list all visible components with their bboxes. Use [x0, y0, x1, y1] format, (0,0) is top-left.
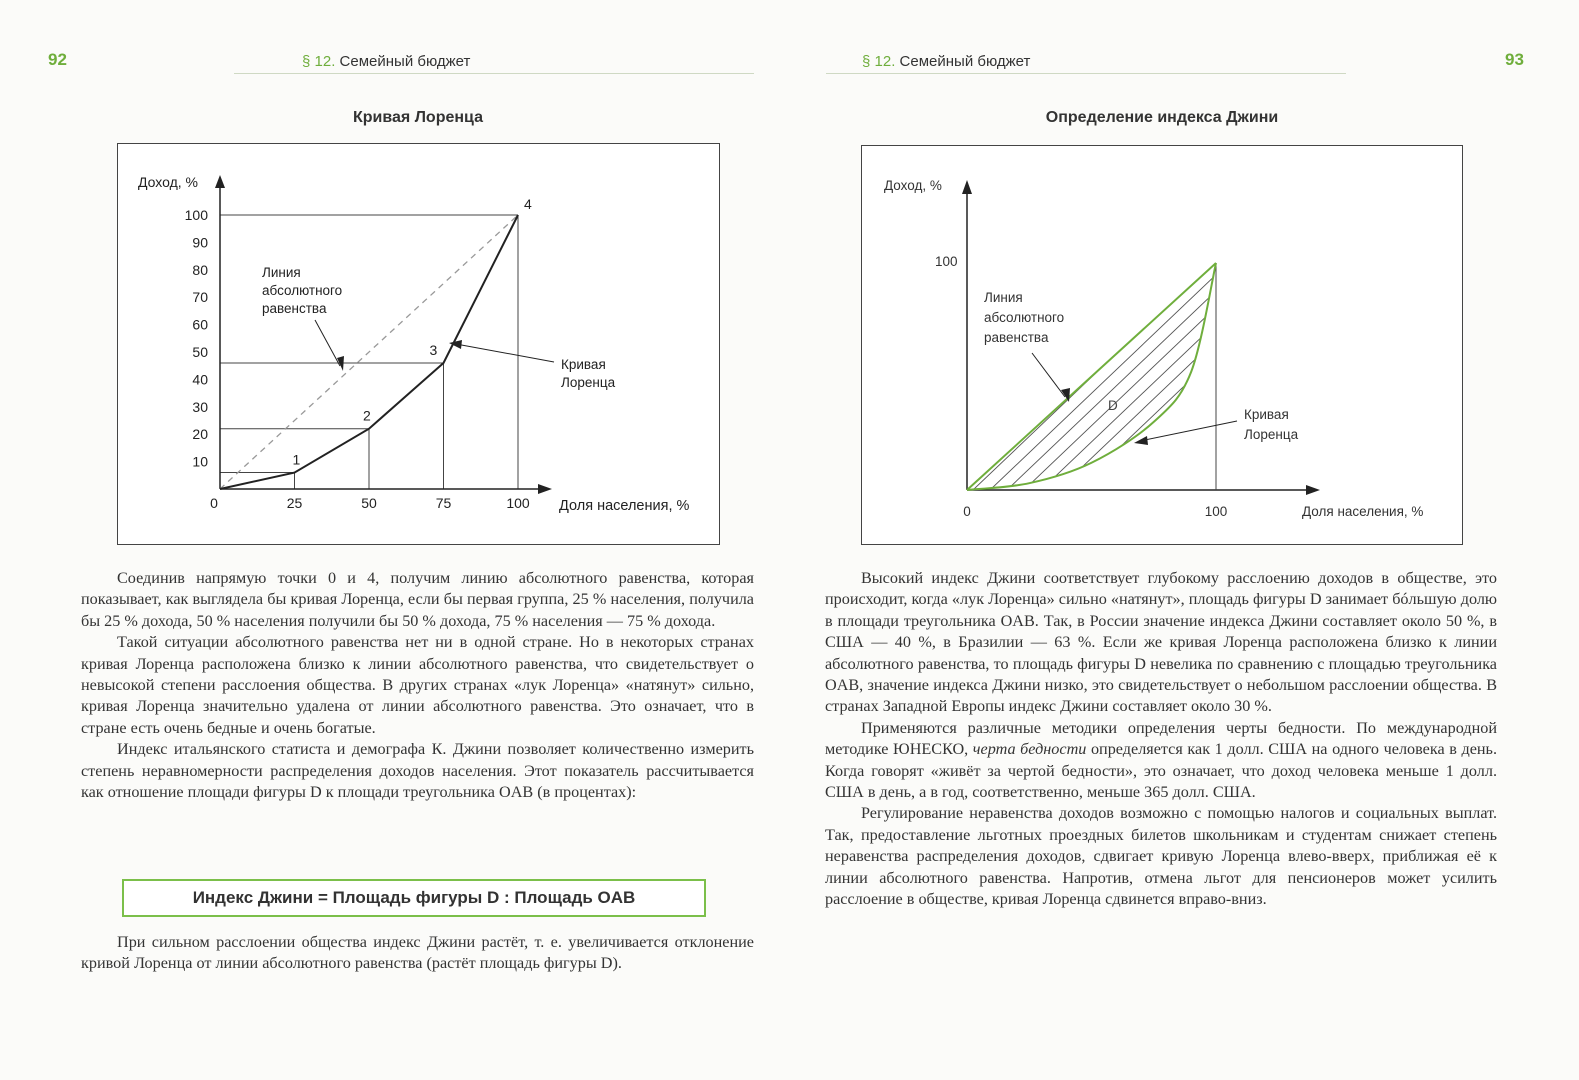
lorenz-equality-label-3: равенства — [262, 301, 327, 316]
lorenz-x-axis-label: Доля населения, % — [559, 498, 690, 514]
gini-hatch-line — [1279, 263, 1462, 490]
lorenz-chart-svg — [118, 144, 719, 544]
gini-x-axis-label: Доля населения, % — [1302, 504, 1424, 519]
gini-formula-box: Индекс Джини = Площадь фигуры D : Площадь OAB — [122, 879, 706, 917]
lorenz-curve-label-2: Лоренца — [561, 375, 616, 390]
gini-y-axis-label: Доход, % — [884, 178, 942, 193]
figure-title-lorenz: Кривая Лоренца — [353, 109, 483, 126]
gini-hatch-line — [862, 263, 973, 490]
lorenz-y-tick-label: 30 — [192, 398, 208, 415]
gini-curve-label-2: Лоренца — [1244, 427, 1299, 442]
gini-hatch-line — [1313, 263, 1462, 490]
lorenz-equality-pointer — [315, 320, 340, 366]
lorenz-y-arrow — [215, 175, 225, 188]
lorenz-point-label: 3 — [429, 341, 438, 358]
gini-hatch-line — [1211, 263, 1449, 490]
gini-hatch-line — [1296, 263, 1462, 490]
gini-hatch-line — [1398, 263, 1462, 490]
lorenz-curve-pointer — [456, 344, 554, 362]
gini-x-arrow — [1306, 485, 1320, 495]
lorenz-x-arrow — [538, 484, 552, 494]
left-column-text — [81, 568, 754, 803]
gini-chart-svg — [862, 146, 1462, 544]
gini-hatch-line — [1041, 263, 1279, 490]
page-number-left: 92 — [48, 50, 67, 69]
gini-hatch-line — [1381, 263, 1462, 490]
lorenz-x-tick-label: 75 — [435, 495, 452, 511]
section-symbol: § 12. — [862, 53, 896, 70]
lorenz-y-tick-label: 40 — [192, 371, 208, 388]
lorenz-point-labels — [293, 196, 533, 468]
lorenz-point-label: 4 — [524, 196, 532, 212]
lorenz-curve-label-1: Кривая — [561, 357, 606, 372]
left-paragraph-3: Индекс итальянского статиста и демографа К. Джини позволяет количественно измерить степень неравномерности распределения доходов населения. Этот показатель рассчитывается как отношение площади фигуры D к площади треугольника OAB (в процентах): — [81, 740, 754, 802]
running-header-left — [302, 53, 470, 70]
lorenz-equality-label-2: абсолютного — [262, 283, 343, 298]
right-paragraph-2-start: Применяются различные методики определения черты бедности. По международной методике ЮНЕСКО, — [825, 718, 1497, 759]
gini-hatch-line — [939, 263, 1177, 490]
lorenz-tick-labels — [185, 207, 530, 511]
gini-area-d-hatch — [862, 263, 1462, 490]
poverty-line-term: черта бедности — [972, 740, 1087, 759]
gini-curve-pointer — [1140, 421, 1237, 441]
right-paragraph-2-end: определяется как 1 долл. США на одного человека в день. Когда говорят «живёт за чертой бедности», это означает, что доход человека меньше 1 долл. США в день, а в год, соответственно, меньше 365 долл. США. — [825, 740, 1497, 802]
page-number-right: 93 — [1505, 50, 1524, 69]
header-rule-right — [826, 73, 1346, 74]
lorenz-y-axis-label: Доход, % — [138, 174, 198, 190]
lorenz-origin-label: 0 — [210, 495, 218, 511]
gini-hatch-line — [1024, 263, 1262, 490]
lorenz-y-tick-label: 20 — [192, 426, 208, 443]
gini-equality-pointer — [1032, 353, 1065, 397]
gini-hatch-line — [1228, 263, 1462, 490]
header-rule-left — [234, 73, 754, 74]
lorenz-x-tick-label: 100 — [506, 495, 530, 511]
section-title: Семейный бюджет — [899, 53, 1031, 70]
gini-hatch-line — [1245, 263, 1462, 490]
gini-area-d-label: D — [1108, 398, 1118, 413]
gini-chart — [861, 145, 1463, 545]
right-column-text — [825, 568, 1497, 911]
right-paragraph-1: Высокий индекс Джини соответствует глубокому расслоению доходов в обществе, это происходит, когда «лук Лоренца» сильно «натянут», площадь фигуры D занимает бóльшую долю в площади треугольника OAB. Так, в России значение индекса Джини составляет около 50 %, в США — 40 %, в Бразилии — 63 %. Если же кривая Лоренца расположена близко к линии абсолютного равенства, то площадь фигуры D невелика по сравнению с площадью треугольника OAB, значение индекса Джини низко, это свидетельствует о небольшом расслоении общества. В странах Западной Европы индекс Джини составляет около 30 %. — [825, 569, 1497, 716]
gini-hatch-line — [922, 263, 1160, 490]
gini-hatch-line — [1449, 263, 1462, 490]
gini-hatch-line — [1126, 263, 1364, 490]
gini-hatch-line — [1432, 263, 1462, 490]
lorenz-chart — [117, 143, 720, 545]
lorenz-y-tick-label: 90 — [192, 234, 208, 251]
gini-origin-label: 0 — [963, 504, 971, 519]
lorenz-x-tick-label: 50 — [361, 495, 377, 511]
lorenz-point-label: 1 — [292, 451, 301, 468]
gini-equality-label-2: абсолютного — [984, 310, 1065, 325]
section-symbol: § 12. — [302, 53, 336, 70]
gini-y-arrow — [962, 180, 972, 194]
section-title: Семейный бюджет — [339, 53, 471, 70]
lorenz-y-tick-label: 80 — [192, 261, 208, 278]
running-header-right — [862, 53, 1030, 70]
left-paragraph-1: Соединив напрямую точки 0 и 4, получим линию абсолютного равенства, которая показывает, как выглядела бы кривая Лоренца, если бы первая группа, 25 % населения, получила бы 25 % дохода, 50 % населения получили бы 50 % дохода, 75 % населения — 75 % дохода. — [81, 569, 754, 630]
left-paragraph-2: Такой ситуации абсолютного равенства нет ни в одной стране. Но в некоторых странах кривая Лоренца расположена близко к линии абсолютного равенства, что свидетельствует о невысокой степени расслоения общества. В других странах «лук Лоренца» «натянут» сильно, кривая Лоренца значительно удалена от линии абсолютного равенства. Это означает, что в стране есть очень бедные и очень богатые. — [81, 633, 754, 737]
gini-hatch-line — [862, 263, 956, 490]
gini-hatch-line — [1177, 263, 1415, 490]
lorenz-point-label: 2 — [363, 407, 371, 424]
right-paragraph-3: Регулирование неравенства доходов возможно с помощью налогов и социальных выплат. Так, предоставление льготных проездных билетов школьникам и студентам снижает степень неравенства распределения доходов, сдвигает кривую Лоренца влево-вверх, приближая её к линии абсолютного равенства. Напротив, отмена льгот для пенсионеров может усилить расслоение в обществе, кривая Лоренца сдвинется вправо-вниз. — [825, 804, 1497, 909]
lorenz-x-tick-label: 25 — [286, 495, 303, 511]
gini-hatch-line — [1160, 263, 1398, 490]
gini-hatch-line — [905, 263, 1143, 490]
gini-equality-label-1: Линия — [984, 290, 1023, 305]
lorenz-equality-pointer-head — [337, 356, 344, 371]
gini-hatch-line — [1364, 263, 1462, 490]
gini-x-tick-100: 100 — [1204, 504, 1228, 519]
lorenz-y-tick-label: 70 — [192, 289, 208, 306]
gini-hatch-line — [1092, 263, 1330, 490]
gini-hatch-line — [1347, 263, 1462, 490]
gini-hatch-line — [1262, 263, 1462, 490]
gini-hatch-line — [862, 263, 1092, 490]
lorenz-y-tick-label: 10 — [192, 453, 208, 470]
lorenz-y-tick-label: 50 — [192, 344, 208, 360]
gini-hatch-line — [1075, 263, 1313, 490]
gini-hatch-line — [1330, 263, 1462, 490]
gini-hatch-line — [862, 263, 990, 490]
gini-hatch-line — [862, 263, 1058, 490]
gini-y-tick-100: 100 — [935, 254, 958, 269]
gini-hatch-line — [1194, 263, 1432, 490]
lorenz-y-tick-label: 100 — [184, 207, 208, 223]
lorenz-equality-label-1: Линия — [262, 265, 301, 280]
right-paragraph-2 — [825, 718, 1497, 804]
gini-curve-label-1: Кривая — [1244, 407, 1289, 422]
lorenz-y-tick-label: 60 — [192, 316, 208, 333]
gini-equality-label-3: равенства — [984, 330, 1049, 345]
gini-hatch-line — [1109, 263, 1347, 490]
left-column-text-end — [81, 932, 754, 975]
gini-hatch-line — [990, 263, 1228, 490]
figure-title-gini: Определение индекса Джини — [1045, 109, 1279, 126]
left-paragraph-4: При сильном расслоении общества индекс Джини растёт, т. е. увеличивается отклонение кривой Лоренца от линии абсолютного равенства (растёт площадь фигуры D). — [81, 933, 754, 973]
gini-hatch-line — [1415, 263, 1462, 490]
